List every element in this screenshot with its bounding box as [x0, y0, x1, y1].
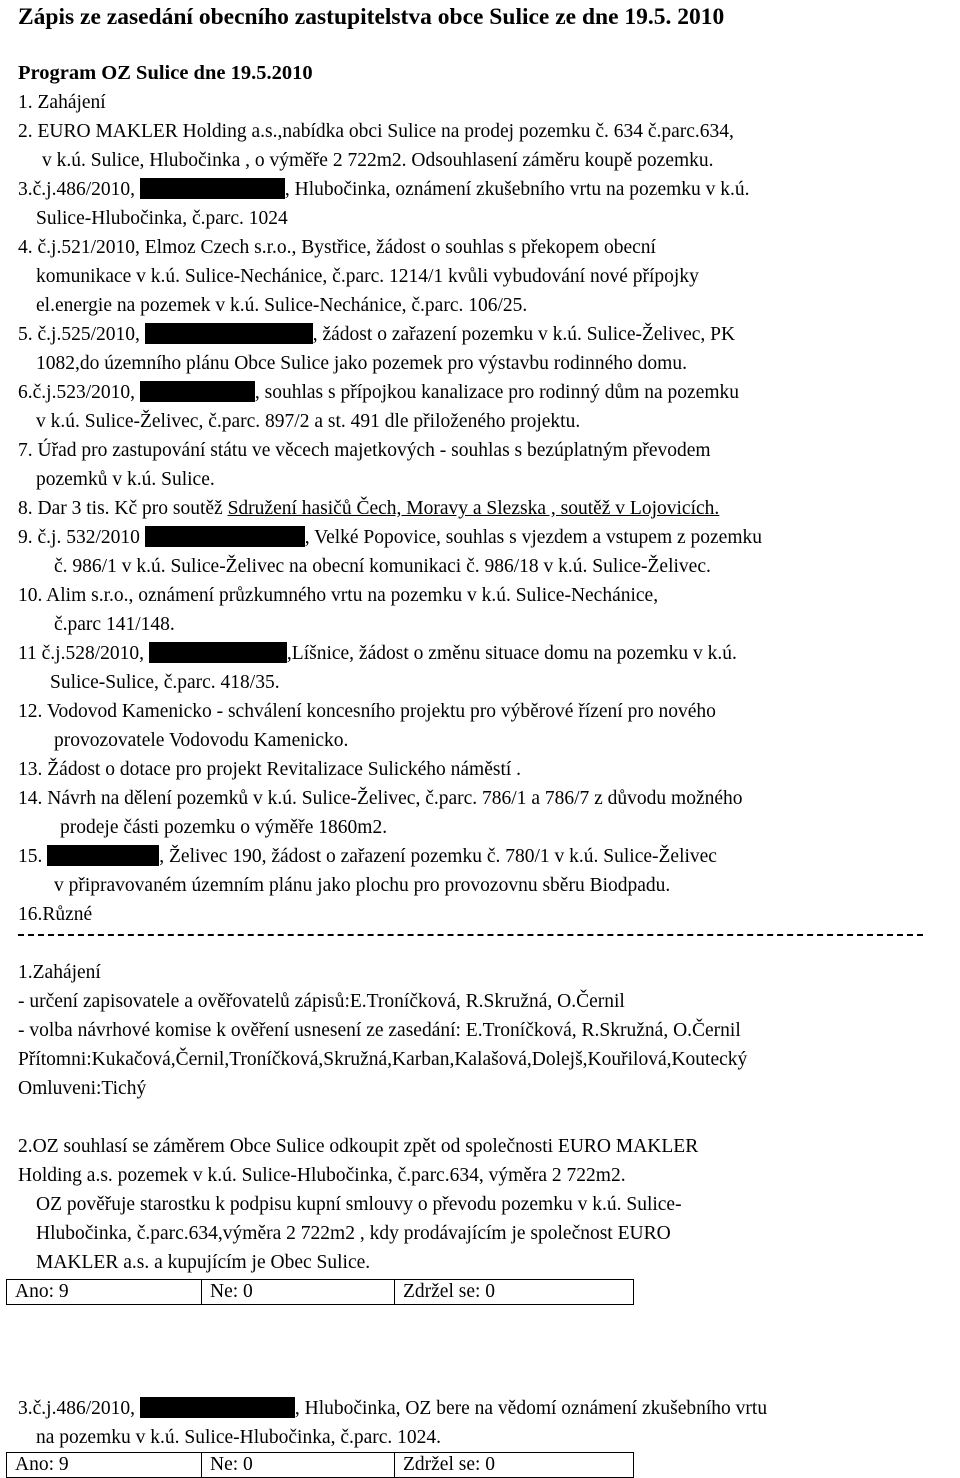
program-line: 12. Vodovod Kamenicko - schválení koncesního projektu pro výběrové řízení pro nového [18, 701, 716, 722]
vote-table [6, 1279, 634, 1305]
section-divider [18, 934, 923, 936]
program-line: v k.ú. Sulice-Želivec, č.parc. 897/2 a st. 491 dle přiloženého projektu. [36, 411, 581, 432]
vote-abstain: Zdržel se: 0 [395, 1453, 634, 1478]
vote-no: Ne: 0 [202, 1280, 395, 1305]
program-line: 5. č.j.525/2010, , žádost o zařazení pozemku v k.ú. Sulice-Želivec, PK [18, 324, 736, 345]
program-line: 15. , Želivec 190, žádost o zařazení pozemku č. 780/1 v k.ú. Sulice-Želivec [18, 846, 717, 867]
program-line: 1082,do územního plánu Obce Sulice jako pozemek pro výstavbu rodinného domu. [36, 353, 687, 374]
program-line: 10. Alim s.r.o., oznámení průzkumného vrtu na pozemku v k.ú. Sulice-Nechánice, [18, 585, 659, 606]
program-line: 4. č.j.521/2010, Elmoz Czech s.r.o., Bystřice, žádost o souhlas s překopem obecní [18, 237, 656, 258]
program-line: el.energie na pozemek v k.ú. Sulice-Nechánice, č.parc. 106/25. [36, 295, 528, 316]
program-heading: Program OZ Sulice dne 19.5.2010 [18, 62, 313, 84]
program-line: provozovatele Vodovodu Kamenicko. [54, 730, 349, 751]
document-title: Zápis ze zasedání obecního zastupitelstva obce Sulice ze dne 19.5. 2010 [18, 4, 725, 30]
vote-row [7, 1280, 634, 1305]
resolution-line: Holding a.s. pozemek v k.ú. Sulice-Hlubočinka, č.parc.634, výměra 2 722m2. [18, 1165, 626, 1186]
program-line: v připravovaném územním plánu jako plochu pro provozovnu sběru Biodpadu. [54, 875, 671, 896]
program-line: 3.č.j.486/2010, , Hlubočinka, oznámení zkušebního vrtu na pozemku v k.ú. [18, 179, 750, 200]
program-line: komunikace v k.ú. Sulice-Nechánice, č.parc. 1214/1 kvůli vybudování nové přípojky [36, 266, 699, 287]
minutes-line: - volba návrhové komise k ověření usnesení ze zasedání: E.Troníčková, R.Skružná, O.Černil [18, 1020, 741, 1041]
attendees-line: Přítomni:Kukačová,Černil,Troníčková,Skružná,Karban,Kalašová,Dolejš,Kouřilová,Koutecký [18, 1049, 748, 1070]
program-line: 6.č.j.523/2010, , souhlas s přípojkou kanalizace pro rodinný dům na pozemku [18, 382, 740, 403]
vote-row [7, 1453, 634, 1478]
program-line: pozemků v k.ú. Sulice. [36, 469, 215, 490]
redaction-block [145, 526, 305, 547]
redaction-block [140, 1397, 295, 1418]
program-line: 14. Návrh na dělení pozemků v k.ú. Sulice-Želivec, č.parc. 786/1 a 786/7 z důvodu možného [18, 788, 743, 809]
program-line: Sulice-Sulice, č.parc. 418/35. [50, 672, 280, 693]
program-line: v k.ú. Sulice, Hlubočinka , o výměře 2 722m2. Odsouhlasení záměru koupě pozemku. [42, 150, 714, 171]
resolution-line: na pozemku v k.ú. Sulice-Hlubočinka, č.parc. 1024. [36, 1427, 442, 1448]
minutes-line: - určení zapisovatele a ověřovatelů zápisů:E.Troníčková, R.Skružná, O.Černil [18, 991, 625, 1012]
program-line: č. 986/1 v k.ú. Sulice-Želivec na obecní komunikaci č. 986/18 v k.ú. Sulice-Želivec. [54, 556, 711, 577]
resolution-line: 2.OZ souhlasí se záměrem Obce Sulice odkoupit zpět od společnosti EURO MAKLER [18, 1136, 699, 1157]
program-line: 16.Různé [18, 904, 93, 925]
vote-yes: Ano: 9 [7, 1453, 202, 1478]
program-line: 9. č.j. 532/2010 , Velké Popovice, souhlas s vjezdem a vstupem z pozemku [18, 527, 763, 548]
minutes-line: 1.Zahájení [18, 962, 101, 983]
resolution-line: MAKLER a.s. a kupujícím je Obec Sulice. [36, 1252, 371, 1273]
program-line: 8. Dar 3 tis. Kč pro soutěž Sdružení hasičů Čech, Moravy a Slezska , soutěž v Lojovicích. [18, 498, 720, 519]
program-line: č.parc 141/148. [54, 614, 175, 635]
resolution-line: 3.č.j.486/2010, , Hlubočinka, OZ bere na vědomí oznámení zkušebního vrtu [18, 1398, 768, 1419]
redaction-block [145, 323, 313, 344]
vote-no: Ne: 0 [202, 1453, 395, 1478]
program-line: 11 č.j.528/2010, ,Líšnice, žádost o změnu situace domu na pozemku v k.ú. [18, 643, 737, 664]
redaction-block [149, 642, 287, 663]
resolution-line: Hlubočinka, č.parc.634,výměra 2 722m2 , kdy prodávajícím je společnost EURO [36, 1223, 671, 1244]
program-line: prodeje části pozemku o výměře 1860m2. [60, 817, 388, 838]
program-line: 13. Žádost o dotace pro projekt Revitalizace Sulického náměstí . [18, 759, 522, 780]
program-line: 2. EURO MAKLER Holding a.s.,nabídka obci Sulice na prodej pozemku č. 634 č.parc.634, [18, 121, 734, 142]
vote-abstain: Zdržel se: 0 [395, 1280, 634, 1305]
redaction-block [140, 381, 255, 402]
resolution-line: OZ pověřuje starostku k podpisu kupní smlouvy o převodu pozemku v k.ú. Sulice- [36, 1194, 682, 1215]
program-line: Sulice-Hlubočinka, č.parc. 1024 [36, 208, 288, 229]
redaction-block [140, 178, 285, 199]
redaction-block [47, 845, 159, 866]
vote-yes: Ano: 9 [7, 1280, 202, 1305]
absent-line: Omluveni:Tichý [18, 1078, 147, 1099]
program-line: 1. Zahájení [18, 92, 106, 113]
program-line: 7. Úřad pro zastupování státu ve věcech majetkových - souhlas s bezúplatným převodem [18, 440, 711, 461]
